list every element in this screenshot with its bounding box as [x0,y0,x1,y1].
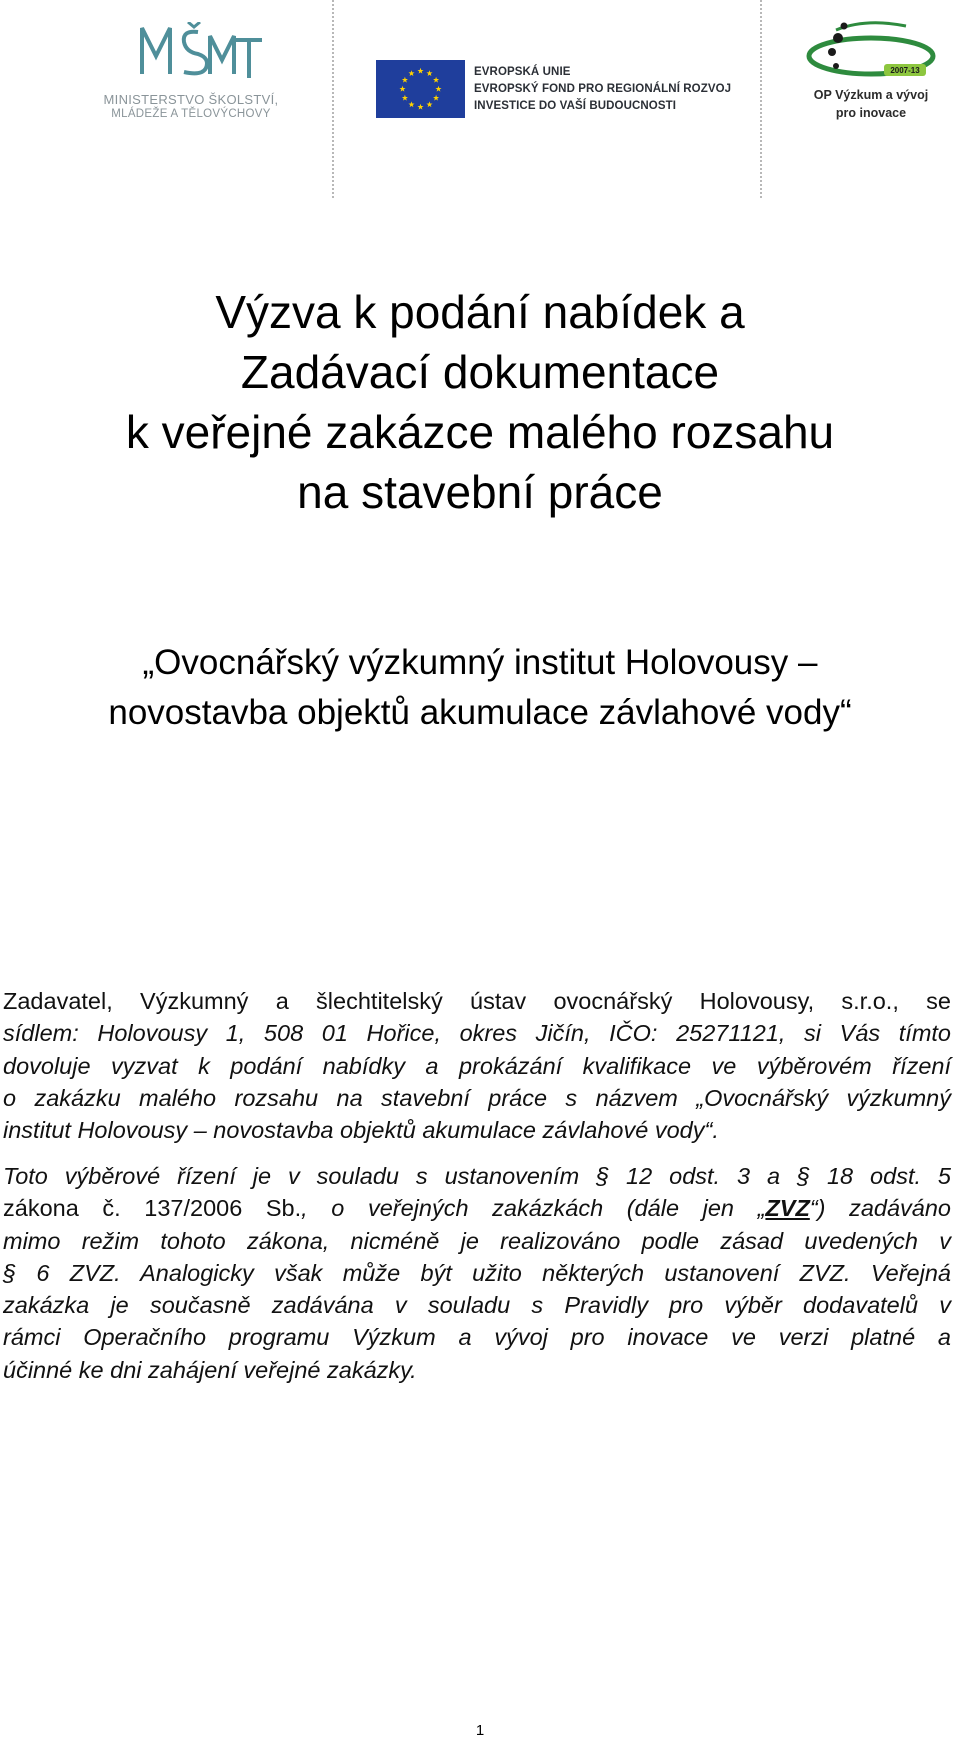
title-line1: Výzva k podání nabídek a [215,286,745,338]
legal-line: mimo režim tohoto zákona, nicméně je realizováno podle zásad uvedených v [3,1227,951,1254]
intro-line-text: , se [892,988,951,1014]
intro-line: dovoluje vyzvat k podání nabídky a prokázání kvalifikace ve výběrovém řízení [3,1052,951,1079]
project-name-line2: novostavba objektů akumulace závlahové vody“ [108,693,852,732]
eu-logo-line1: EVROPSKÁ UNIE [474,66,571,78]
op-swoosh-icon [796,18,946,84]
title-line4: na stavební práce [297,466,663,518]
project-name-line1: „Ovocnářský výzkumný institut Holovousy – [142,643,818,682]
page-number: 1 [475,1722,485,1739]
msmt-logo-line2: MLÁDEŽE A TĚLOVÝCHOVY [111,108,271,120]
msmt-mark-icon [86,22,296,90]
legal-line: zakázka je současně zadávána v souladu s Pravidly pro výběr dodavatelů v [3,1292,951,1319]
header-divider [760,0,762,198]
op-logo-line2: pro inovace [835,106,907,120]
header-divider [332,0,334,198]
msmt-logo-line1: MINISTERSTVO ŠKOLSTVÍ, [103,92,279,107]
title-line3: k veřejné zakázce malého rozsahu [125,406,835,458]
eu-logo-text [474,64,731,115]
eu-logo-line2: EVROPSKÝ FOND PRO REGIONÁLNÍ ROZVOJ [474,83,732,95]
legal-line: rámci Operačního programu Výzkum a vývoj pro inovace ve verzi platné a [3,1324,951,1351]
legal-law-ref: zákona č. 137/2006 Sb. [3,1195,302,1222]
msmt-logo [86,22,296,122]
legal-line: § 6 ZVZ. Analogicky však může být užito některých ustanovení ZVZ. Veřejná [3,1259,951,1286]
intro-paragraph [3,985,951,1146]
op-years-label: 2007-13 [890,66,920,75]
page-header [0,0,960,200]
title-line2: Zadávací dokumentace [240,346,720,398]
intro-line: institut Holovousy – novostavba objektů akumulace závlahové vody“. [3,1117,719,1144]
legal-line: Toto výběrové řízení je v souladu s ustanovením § 12 odst. 3 a § 18 odst. 5 [3,1163,951,1189]
eu-flag-icon [376,60,465,118]
intro-line [3,985,951,1017]
op-logo-line1: OP Výzkum a vývoj [813,88,929,102]
legal-line-text: “) zadáváno [809,1195,951,1222]
intro-line: sídlem: Holovousy 1, 508 01 Hořice, okres Jičín, IČO: 25271121, si Vás tímto [3,1020,951,1047]
intro-line: o zakázku malého rozsahu na stavební práce s názvem „Ovocnářský výzkumný [3,1084,951,1111]
document-title [0,282,960,522]
legal-paragraph [3,1160,951,1386]
eu-logo-line3: INVESTICE DO VAŠÍ BUDOUCNOSTI [474,100,677,112]
zvz-abbreviation: ZVZ [765,1195,810,1222]
project-name [0,638,960,738]
legal-line-text: , o veřejných zakázkách (dále jen „ [301,1195,766,1222]
legal-line: účinné ke dni zahájení veřejné zakázky. [3,1356,417,1383]
legal-line [3,1192,951,1224]
intro-line-text: Zadavatel, Výzkumný a šlechtitelský ústav ovocnářský Holovousy, s.r.o. [3,988,893,1014]
op-vavpi-logo [796,18,946,128]
